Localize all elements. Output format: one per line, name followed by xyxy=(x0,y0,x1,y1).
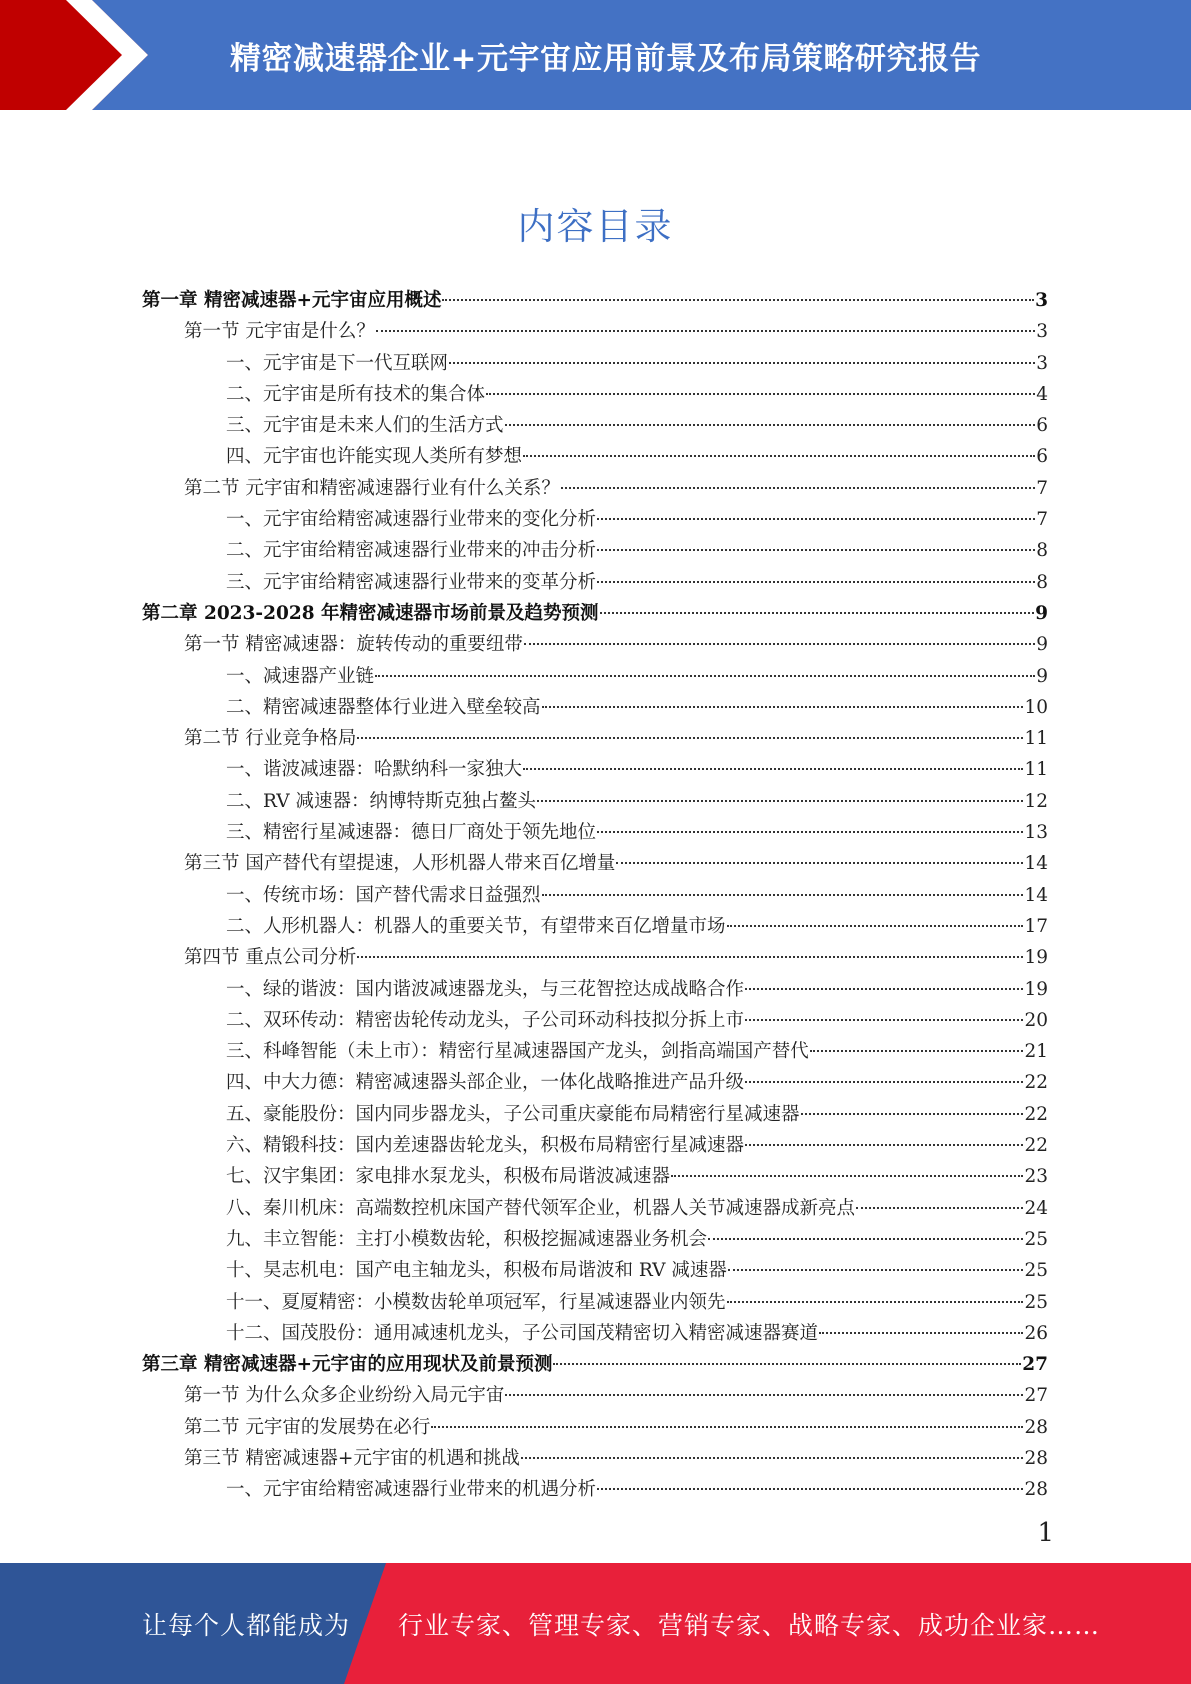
toc-dot-leader xyxy=(597,1488,1023,1490)
toc-entry-page: 9 xyxy=(1036,665,1048,687)
toc-section-entry[interactable] xyxy=(142,723,1048,754)
toc-subsection-entry[interactable] xyxy=(142,567,1048,598)
toc-entry-text: 十、昊志机电：国产电主轴龙头，积极布局谐波和 RV 减速器 xyxy=(226,1260,727,1282)
toc-dot-leader xyxy=(524,643,1035,645)
toc-entry-text: 第三章 精密减速器+元宇宙的应用现状及前景预测 xyxy=(142,1354,553,1376)
footer-slogan-left: 让每个人都能成为 xyxy=(142,1610,351,1640)
toc-dot-leader xyxy=(561,487,1035,489)
toc-subsection-entry[interactable] xyxy=(142,786,1048,817)
toc-dot-leader xyxy=(442,299,1034,301)
toc-entry-page: 9 xyxy=(1036,634,1048,656)
toc-chapter-entry[interactable] xyxy=(142,285,1048,316)
toc-entry-page: 26 xyxy=(1024,1322,1048,1344)
toc-subsection-entry[interactable] xyxy=(142,1099,1048,1130)
toc-dot-leader xyxy=(597,518,1035,520)
toc-dot-leader xyxy=(553,1363,1021,1365)
toc-entry-page: 22 xyxy=(1024,1135,1048,1157)
toc-entry-text: 二、精密减速器整体行业进入壁垒较高 xyxy=(226,696,541,718)
table-of-contents xyxy=(142,285,1048,1506)
toc-subsection-entry[interactable] xyxy=(142,441,1048,472)
toc-entry-page: 19 xyxy=(1024,978,1048,1000)
toc-entry-page: 25 xyxy=(1024,1260,1048,1282)
toc-section-entry[interactable] xyxy=(142,1412,1048,1443)
toc-entry-text: 一、元宇宙给精密减速器行业带来的机遇分析 xyxy=(226,1479,597,1501)
toc-subsection-entry[interactable] xyxy=(142,348,1048,379)
toc-entry-text: 九、丰立智能：主打小模数齿轮，积极挖掘减速器业务机会 xyxy=(226,1228,708,1250)
toc-dot-leader xyxy=(745,1081,1023,1083)
toc-subsection-entry[interactable] xyxy=(142,1067,1048,1098)
toc-dot-leader xyxy=(505,1394,1023,1396)
toc-dot-leader xyxy=(376,330,1035,332)
toc-subsection-entry[interactable] xyxy=(142,410,1048,441)
toc-entry-page: 28 xyxy=(1024,1479,1048,1501)
toc-entry-text: 一、元宇宙给精密减速器行业带来的变化分析 xyxy=(226,509,597,531)
toc-entry-text: 一、绿的谐波：国内谐波减速器龙头，与三花智控达成战略合作 xyxy=(226,978,745,1000)
toc-entry-text: 第一节 元宇宙是什么？ xyxy=(184,321,375,343)
toc-entry-text: 第三节 国产替代有望提速，人形机器人带来百亿增量 xyxy=(184,853,616,875)
toc-dot-leader xyxy=(449,362,1035,364)
header-banner xyxy=(0,0,1191,110)
toc-dot-leader xyxy=(616,862,1023,864)
toc-entry-text: 第一节 为什么众多企业纷纷入局元宇宙 xyxy=(184,1385,505,1407)
toc-subsection-entry[interactable] xyxy=(142,1005,1048,1036)
toc-subsection-entry[interactable] xyxy=(142,1036,1048,1067)
toc-section-entry[interactable] xyxy=(142,942,1048,973)
toc-entry-page: 7 xyxy=(1036,477,1048,499)
toc-dot-leader xyxy=(801,1113,1024,1115)
toc-entry-text: 第一节 精密减速器：旋转传动的重要纽带 xyxy=(184,634,523,656)
toc-entry-page: 25 xyxy=(1024,1291,1048,1313)
toc-entry-page: 14 xyxy=(1024,853,1048,875)
toc-entry-text: 五、豪能股份：国内同步器龙头，子公司重庆豪能布局精密行星减速器 xyxy=(226,1103,800,1125)
toc-section-entry[interactable] xyxy=(142,1380,1048,1411)
toc-entry-text: 六、精锻科技：国内差速器齿轮龙头，积极布局精密行星减速器 xyxy=(226,1135,745,1157)
toc-subsection-entry[interactable] xyxy=(142,1255,1048,1286)
toc-entry-page: 13 xyxy=(1024,822,1048,844)
toc-entry-text: 三、元宇宙给精密减速器行业带来的变革分析 xyxy=(226,571,597,593)
toc-subsection-entry[interactable] xyxy=(142,1193,1048,1224)
toc-entry-page: 22 xyxy=(1024,1072,1048,1094)
toc-dot-leader xyxy=(597,549,1035,551)
toc-entry-page: 27 xyxy=(1022,1354,1048,1376)
toc-entry-page: 3 xyxy=(1036,321,1048,343)
toc-entry-text: 第二章 2023-2028 年精密减速器市场前景及趋势预测 xyxy=(142,602,599,624)
toc-dot-leader xyxy=(671,1175,1023,1177)
toc-subsection-entry[interactable] xyxy=(142,1474,1048,1505)
toc-entry-page: 3 xyxy=(1036,352,1048,374)
toc-entry-text: 十一、夏厦精密：小模数齿轮单项冠军，行星减速器业内领先 xyxy=(226,1291,726,1313)
toc-section-entry[interactable] xyxy=(142,1443,1048,1474)
toc-entry-page: 21 xyxy=(1024,1041,1048,1063)
toc-dot-leader xyxy=(542,706,1024,708)
toc-entry-page: 6 xyxy=(1036,446,1048,468)
report-title: 精密减速器企业+元宇宙应用前景及布局策略研究报告 xyxy=(230,40,981,77)
toc-entry-text: 一、减速器产业链 xyxy=(226,665,375,687)
toc-dot-leader xyxy=(521,1457,1024,1459)
toc-entry-text: 四、元宇宙也许能实现人类所有梦想 xyxy=(226,446,523,468)
footer-banner xyxy=(0,1563,1191,1684)
toc-entry-text: 二、人形机器人：机器人的重要关节，有望带来百亿增量市场 xyxy=(226,915,726,937)
toc-entry-page: 10 xyxy=(1024,696,1048,718)
toc-subsection-entry[interactable] xyxy=(142,817,1048,848)
toc-chapter-entry[interactable] xyxy=(142,1349,1048,1380)
toc-entry-page: 22 xyxy=(1024,1103,1048,1125)
toc-dot-leader xyxy=(523,455,1035,457)
toc-entry-page: 8 xyxy=(1036,571,1048,593)
toc-dot-leader xyxy=(597,831,1023,833)
toc-dot-leader xyxy=(542,894,1024,896)
toc-dot-leader xyxy=(600,612,1035,614)
toc-subsection-entry[interactable] xyxy=(142,880,1048,911)
toc-subsection-entry[interactable] xyxy=(142,661,1048,692)
toc-subsection-entry[interactable] xyxy=(142,379,1048,410)
toc-entry-page: 24 xyxy=(1024,1197,1048,1219)
toc-dot-leader xyxy=(745,1019,1023,1021)
toc-section-entry[interactable] xyxy=(142,316,1048,347)
toc-subsection-entry[interactable] xyxy=(142,504,1048,535)
toc-entry-text: 一、谐波减速器：哈默纳科一家独大 xyxy=(226,759,523,781)
toc-title: 内容目录 xyxy=(517,205,674,248)
toc-dot-leader xyxy=(357,737,1023,739)
toc-entry-page: 6 xyxy=(1036,415,1048,437)
toc-section-entry[interactable] xyxy=(142,629,1048,660)
toc-entry-page: 20 xyxy=(1024,1009,1048,1031)
toc-entry-page: 14 xyxy=(1024,884,1048,906)
toc-dot-leader xyxy=(357,956,1023,958)
toc-entry-text: 二、双环传动：精密齿轮传动龙头，子公司环动科技拟分拆上市 xyxy=(226,1009,745,1031)
toc-entry-text: 八、秦川机床：高端数控机床国产替代领军企业，机器人关节减速器成新亮点 xyxy=(226,1197,856,1219)
toc-entry-text: 第二节 元宇宙和精密减速器行业有什么关系？ xyxy=(184,477,560,499)
toc-entry-page: 28 xyxy=(1024,1416,1048,1438)
toc-subsection-entry[interactable] xyxy=(142,1161,1048,1192)
toc-entry-page: 7 xyxy=(1036,509,1048,531)
toc-subsection-entry[interactable] xyxy=(142,911,1048,942)
toc-entry-page: 3 xyxy=(1035,290,1048,311)
toc-dot-leader xyxy=(810,1050,1024,1052)
toc-dot-leader xyxy=(431,1426,1023,1428)
toc-entry-page: 19 xyxy=(1024,947,1048,969)
toc-entry-text: 第二节 元宇宙的发展势在必行 xyxy=(184,1416,431,1438)
footer-slogan-right: 行业专家、管理专家、营销专家、战略专家、成功企业家…… xyxy=(398,1610,1101,1640)
toc-subsection-entry[interactable] xyxy=(142,1287,1048,1318)
toc-entry-text: 十二、国茂股份：通用减速机龙头，子公司国茂精密切入精密减速器赛道 xyxy=(226,1322,819,1344)
toc-subsection-entry[interactable] xyxy=(142,754,1048,785)
toc-entry-text: 二、元宇宙给精密减速器行业带来的冲击分析 xyxy=(226,540,597,562)
toc-dot-leader xyxy=(856,1207,1023,1209)
toc-subsection-entry[interactable] xyxy=(142,535,1048,566)
toc-entry-text: 三、科峰智能（未上市）：精密行星减速器国产龙头，剑指高端国产替代 xyxy=(226,1041,809,1063)
toc-entry-text: 一、元宇宙是下一代互联网 xyxy=(226,352,449,374)
toc-entry-text: 一、传统市场：国产替代需求日益强烈 xyxy=(226,884,541,906)
toc-entry-text: 第四节 重点公司分析 xyxy=(184,947,357,969)
toc-entry-text: 二、RV 减速器：纳博特斯克独占鳌头 xyxy=(226,790,537,812)
toc-entry-text: 第二节 行业竞争格局 xyxy=(184,728,357,750)
toc-section-entry[interactable] xyxy=(142,473,1048,504)
page-number: 1 xyxy=(1037,1518,1054,1548)
toc-entry-page: 12 xyxy=(1024,790,1048,812)
toc-dot-leader xyxy=(708,1238,1023,1240)
toc-entry-page: 9 xyxy=(1035,602,1048,624)
toc-entry-text: 三、元宇宙是未来人们的生活方式 xyxy=(226,415,504,437)
toc-entry-text: 三、精密行星减速器：德日厂商处于领先地位 xyxy=(226,822,597,844)
toc-dot-leader xyxy=(523,768,1023,770)
toc-dot-leader xyxy=(819,1332,1023,1334)
toc-entry-page: 28 xyxy=(1024,1447,1048,1469)
toc-entry-page: 25 xyxy=(1024,1228,1048,1250)
toc-entry-text: 二、元宇宙是所有技术的集合体 xyxy=(226,383,486,405)
toc-dot-leader xyxy=(537,800,1023,802)
toc-entry-page: 27 xyxy=(1024,1385,1048,1407)
toc-subsection-entry[interactable] xyxy=(142,692,1048,723)
toc-dot-leader xyxy=(745,1144,1023,1146)
toc-entry-text: 四、中大力德：精密减速器头部企业，一体化战略推进产品升级 xyxy=(226,1072,745,1094)
toc-dot-leader xyxy=(505,424,1036,426)
toc-subsection-entry[interactable] xyxy=(142,974,1048,1005)
toc-dot-leader xyxy=(375,675,1035,677)
toc-subsection-entry[interactable] xyxy=(142,1224,1048,1255)
toc-entry-page: 17 xyxy=(1024,915,1048,937)
toc-dot-leader xyxy=(486,393,1035,395)
toc-entry-page: 4 xyxy=(1036,383,1048,405)
toc-section-entry[interactable] xyxy=(142,848,1048,879)
toc-entry-page: 8 xyxy=(1036,540,1048,562)
toc-dot-leader xyxy=(745,988,1023,990)
toc-entry-page: 23 xyxy=(1024,1166,1048,1188)
toc-entry-page: 11 xyxy=(1024,759,1048,781)
toc-dot-leader xyxy=(727,925,1024,927)
toc-subsection-entry[interactable] xyxy=(142,1318,1048,1349)
toc-entry-page: 11 xyxy=(1024,728,1048,750)
toc-dot-leader xyxy=(597,581,1035,583)
toc-entry-text: 七、汉宇集团：家电排水泵龙头，积极布局谐波减速器 xyxy=(226,1166,671,1188)
toc-subsection-entry[interactable] xyxy=(142,1130,1048,1161)
toc-dot-leader xyxy=(727,1301,1024,1303)
toc-entry-text: 第三节 精密减速器+元宇宙的机遇和挑战 xyxy=(184,1447,520,1469)
toc-dot-leader xyxy=(728,1269,1024,1271)
toc-chapter-entry[interactable] xyxy=(142,598,1048,629)
toc-entry-text: 第一章 精密减速器+元宇宙应用概述 xyxy=(142,290,442,311)
